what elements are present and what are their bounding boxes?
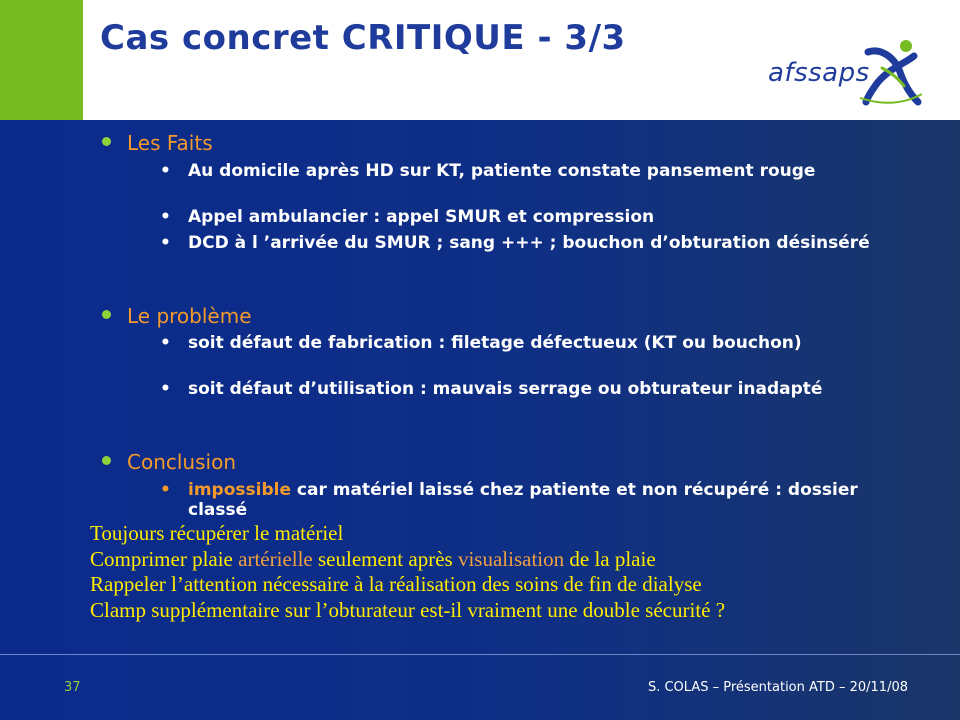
afssaps-logo xyxy=(760,38,930,108)
section-heading-label: Le problème xyxy=(127,304,252,328)
green-bullet-icon xyxy=(102,310,111,319)
slide-header xyxy=(0,0,960,120)
bullet-icon: • xyxy=(160,233,171,253)
bullet-icon: • xyxy=(160,480,171,500)
running-figure-icon xyxy=(860,38,922,106)
bullet-text: soit défaut d’utilisation : mauvais serrage ou obturateur inadapté xyxy=(188,379,823,399)
conclusion-lines xyxy=(90,521,725,623)
conclusion-line xyxy=(90,547,725,573)
highlighted-word: impossible xyxy=(188,480,291,500)
section-heading-probleme xyxy=(102,304,252,328)
section-heading-label: Conclusion xyxy=(127,450,236,474)
footer-credit: S. COLAS – Présentation ATD – 20/11/08 xyxy=(647,680,908,695)
green-accent-block xyxy=(0,0,83,120)
bullet-icon: • xyxy=(160,379,171,399)
section-heading-conclusion xyxy=(102,450,236,474)
bullet-icon: • xyxy=(160,161,171,181)
conclusion-line: Rappeler l’attention nécessaire à la réalisation des soins de fin de dialyse xyxy=(90,572,702,596)
bullet-icon: • xyxy=(160,333,171,353)
conclusion-emphasis: artérielle xyxy=(238,546,313,571)
logo-wordmark: afssaps xyxy=(768,58,870,88)
green-bullet-icon xyxy=(102,137,111,146)
bullet-text: DCD à l ’arrivée du SMUR ; sang +++ ; bouchon d’obturation désinséré xyxy=(188,233,870,253)
conclusion-text: de la plaie xyxy=(564,546,656,571)
bullet-item xyxy=(160,161,900,181)
bullet-icon: • xyxy=(160,207,171,227)
section-heading-faits xyxy=(102,131,213,155)
bullet-item xyxy=(160,207,900,227)
bullet-item xyxy=(160,233,900,253)
bullet-text-rest: car matériel laissé chez patiente et non récupéré : dossier classé xyxy=(188,480,858,520)
page-number: 37 xyxy=(64,680,81,695)
footer-divider xyxy=(0,654,960,655)
conclusion-emphasis: visualisation xyxy=(457,546,565,571)
bullet-item xyxy=(160,480,900,520)
conclusion-line: Toujours récupérer le matériel xyxy=(90,521,344,545)
bullet-text: soit défaut de fabrication : filetage défectueux (KT ou bouchon) xyxy=(188,333,802,353)
conclusion-text: Comprimer plaie xyxy=(90,546,239,571)
bullet-text: Au domicile après HD sur KT, patiente constate pansement rouge xyxy=(188,161,816,181)
section-heading-label: Les Faits xyxy=(127,131,213,155)
conclusion-line: Clamp supplémentaire sur l’obturateur est-il vraiment une double sécurité ? xyxy=(90,597,726,622)
bullet-text: Appel ambulancier : appel SMUR et compression xyxy=(188,207,655,227)
bullet-item xyxy=(160,333,900,353)
conclusion-text: seulement après xyxy=(312,546,458,571)
slide-title: Cas concret CRITIQUE - 3/3 xyxy=(100,18,626,58)
bullet-item xyxy=(160,379,900,399)
green-bullet-icon xyxy=(102,456,111,465)
bullet-text xyxy=(188,480,900,520)
